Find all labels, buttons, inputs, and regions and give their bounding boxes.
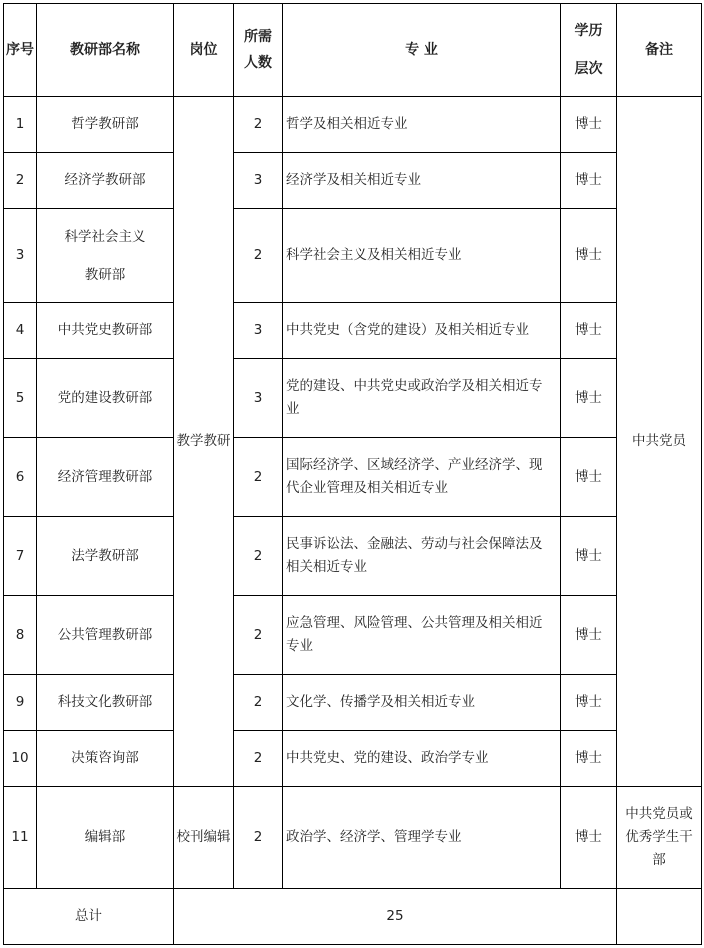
position-teaching: 教学教研: [174, 97, 234, 787]
row-department: 决策咨询部: [37, 731, 174, 787]
row-index: 4: [4, 303, 37, 359]
row-degree: 博士: [561, 303, 617, 359]
row-major: 党的建设、中共党史或政治学及相关相近专业: [283, 359, 561, 438]
header-remark: 备注: [617, 4, 702, 97]
row-degree: 博士: [561, 97, 617, 153]
row-count: 2: [234, 517, 283, 596]
row-department: 公共管理教研部: [37, 596, 174, 675]
row-major: 政治学、经济学、管理学专业: [283, 787, 561, 889]
row-count: 2: [234, 675, 283, 731]
recruitment-table: [3, 3, 702, 945]
row-major: 经济学及相关相近专业: [283, 153, 561, 209]
row-count: 2: [234, 97, 283, 153]
row-department: 科技文化教研部: [37, 675, 174, 731]
row-department: 哲学教研部: [37, 97, 174, 153]
total-label: 总计: [4, 889, 174, 945]
table-row: [4, 787, 702, 889]
row-count: 2: [234, 438, 283, 517]
table-row: [4, 303, 702, 359]
table-row: [4, 153, 702, 209]
header-department: 教研部名称: [37, 4, 174, 97]
row-major: 中共党史（含党的建设）及相关相近专业: [283, 303, 561, 359]
row-department: 经济学教研部: [37, 153, 174, 209]
row-count: 2: [234, 731, 283, 787]
table-row: [4, 438, 702, 517]
total-remark-empty: [617, 889, 702, 945]
table-row: [4, 359, 702, 438]
header-major: 专 业: [283, 4, 561, 97]
row-index: 2: [4, 153, 37, 209]
row-major: 科学社会主义及相关相近专业: [283, 209, 561, 303]
position-editing: 校刊编辑: [174, 787, 234, 889]
row-index: 6: [4, 438, 37, 517]
row-index: 3: [4, 209, 37, 303]
row-department: 中共党史教研部: [37, 303, 174, 359]
row-major: 应急管理、风险管理、公共管理及相关相近专业: [283, 596, 561, 675]
remark-editing: 中共党员或优秀学生干部: [617, 787, 702, 889]
row-department: 经济管理教研部: [37, 438, 174, 517]
header-count: 所需人数: [234, 4, 283, 97]
header-degree: 学历层次: [561, 4, 617, 97]
row-degree: 博士: [561, 153, 617, 209]
row-degree: 博士: [561, 596, 617, 675]
row-degree: 博士: [561, 787, 617, 889]
header-position: 岗位: [174, 4, 234, 97]
row-count: 2: [234, 596, 283, 675]
row-major: 哲学及相关相近专业: [283, 97, 561, 153]
header-index: 序号: [4, 4, 37, 97]
row-index: 5: [4, 359, 37, 438]
row-count: 3: [234, 359, 283, 438]
row-major: 民事诉讼法、金融法、劳动与社会保障法及相关相近专业: [283, 517, 561, 596]
row-index: 7: [4, 517, 37, 596]
row-major: 文化学、传播学及相关相近专业: [283, 675, 561, 731]
row-index: 11: [4, 787, 37, 889]
row-index: 10: [4, 731, 37, 787]
row-department: 编辑部: [37, 787, 174, 889]
row-index: 8: [4, 596, 37, 675]
table-row: [4, 731, 702, 787]
row-degree: 博士: [561, 731, 617, 787]
row-degree: 博士: [561, 675, 617, 731]
table-row: [4, 97, 702, 153]
total-value: 25: [174, 889, 617, 945]
row-major: 中共党史、党的建设、政治学专业: [283, 731, 561, 787]
total-row: [4, 889, 702, 945]
row-count: 2: [234, 209, 283, 303]
table-row: [4, 517, 702, 596]
row-department: 法学教研部: [37, 517, 174, 596]
row-degree: 博士: [561, 438, 617, 517]
row-count: 3: [234, 303, 283, 359]
table-row: [4, 596, 702, 675]
header-row: [4, 4, 702, 97]
row-department: 党的建设教研部: [37, 359, 174, 438]
remark-party: 中共党员: [617, 97, 702, 787]
row-degree: 博士: [561, 359, 617, 438]
row-department: 科学社会主义教研部: [37, 209, 174, 303]
table-row: [4, 675, 702, 731]
row-count: 2: [234, 787, 283, 889]
row-major: 国际经济学、区域经济学、产业经济学、现代企业管理及相关相近专业: [283, 438, 561, 517]
table-row: [4, 209, 702, 303]
row-count: 3: [234, 153, 283, 209]
row-degree: 博士: [561, 209, 617, 303]
row-index: 9: [4, 675, 37, 731]
row-index: 1: [4, 97, 37, 153]
row-degree: 博士: [561, 517, 617, 596]
